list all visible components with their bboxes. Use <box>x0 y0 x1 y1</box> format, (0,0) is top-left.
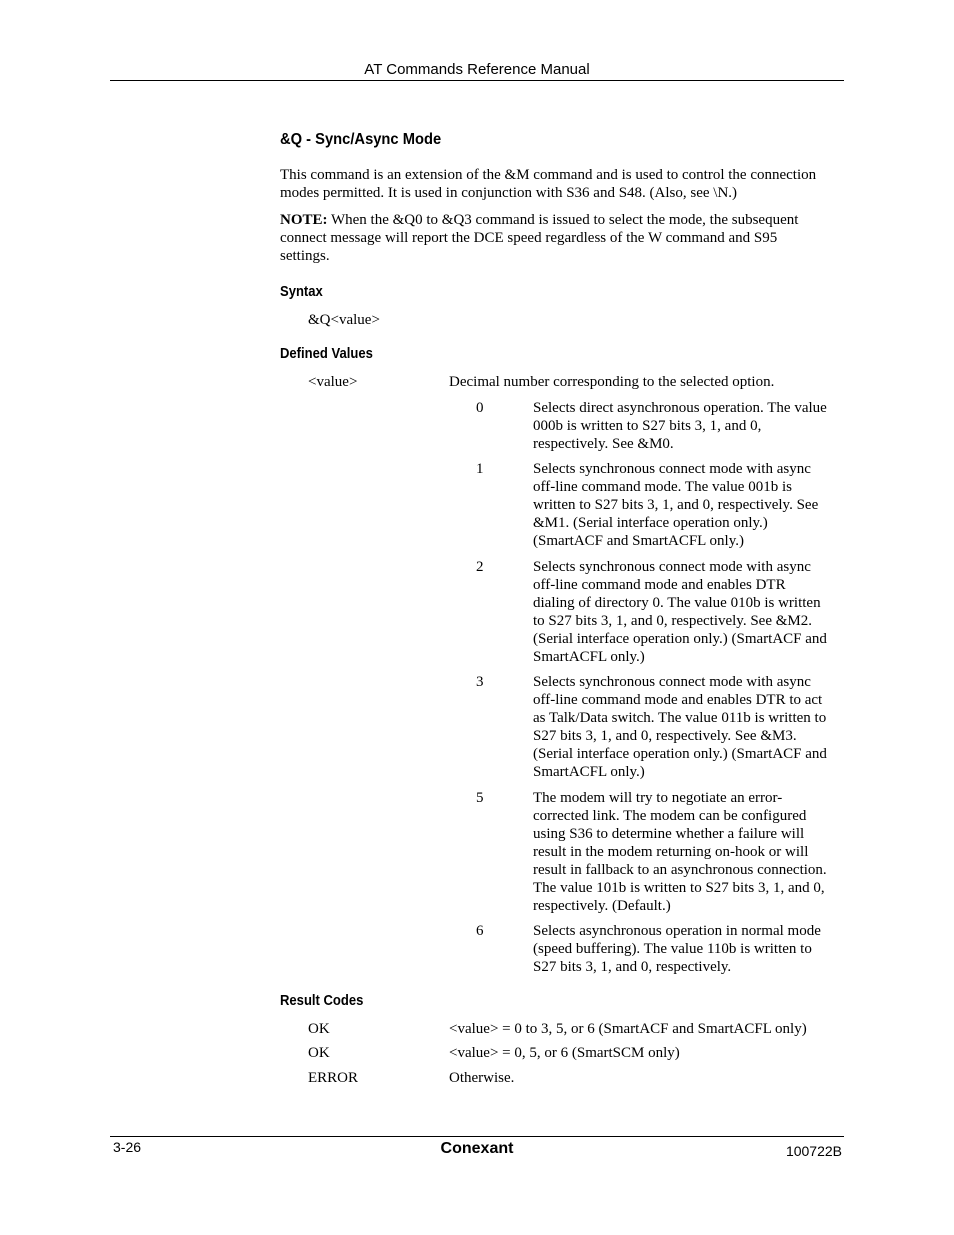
option-line: SmartACFL only.) <box>533 649 645 665</box>
option-line: as Talk/Data switch. The value 011b is written to <box>533 710 827 726</box>
option-number: 5 <box>476 790 484 806</box>
option-line: Selects asynchronous operation in normal mode <box>533 923 821 939</box>
option-number: 3 <box>476 674 484 690</box>
option-line: The value 101b is written to S27 bits 3, 1, and 0, <box>533 880 825 896</box>
param-description: Decimal number corresponding to the selected option. <box>449 374 775 390</box>
option-description <box>533 558 843 666</box>
note-paragraph <box>280 211 842 265</box>
option-description <box>533 673 843 781</box>
option-line: S27 bits 3, 1, and 0, respectively. <box>533 959 732 975</box>
option-number: 2 <box>476 559 484 575</box>
option-line: dialing of directory 0. The value 010b is written <box>533 595 821 611</box>
page-number: 3-26 <box>113 1139 142 1155</box>
syntax-value: &Q<value> <box>308 312 380 328</box>
result-codes-heading: Result Codes <box>280 993 364 1009</box>
option-line: Selects synchronous connect mode with async <box>533 461 811 477</box>
option-line: SmartACFL only.) <box>533 764 645 780</box>
option-line: (Serial interface operation only.) (SmartACF and <box>533 746 827 762</box>
option-line: The modem will try to negotiate an error- <box>533 790 783 806</box>
option-description <box>533 789 843 915</box>
option-line: S27 bits 3, 1, and 0, respectively. See &M3. <box>533 728 797 744</box>
intro-line: modes permitted. It is used in conjunction with S36 and S48. (Also, see \N.) <box>280 185 738 201</box>
intro-paragraph <box>280 166 842 202</box>
syntax-heading: Syntax <box>280 284 323 300</box>
intro-line: This command is an extension of the &M command and is used to control the connection <box>280 167 817 183</box>
option-description <box>533 922 843 976</box>
option-line: off-line command mode. The value 001b is <box>533 479 792 495</box>
section-title: &Q - Sync/Async Mode <box>280 131 442 148</box>
defined-values-heading: Defined Values <box>280 346 373 362</box>
note-text: When the &Q0 to &Q3 command is issued to select the mode, the subsequent <box>327 212 799 228</box>
note-line: connect message will report the DCE speed regardless of the W command and S95 <box>280 230 778 246</box>
result-code-description: <value> = 0 to 3, 5, or 6 (SmartACF and SmartACFL only) <box>449 1021 807 1037</box>
option-line: result in fallback to an asynchronous connection. <box>533 862 827 878</box>
option-line: respectively. See &M0. <box>533 436 674 452</box>
option-line: corrected link. The modem can be configured <box>533 808 807 824</box>
option-line: off-line command mode and enables DTR <box>533 577 786 593</box>
option-number: 1 <box>476 461 484 477</box>
option-line: (Serial interface operation only.) (SmartACF and <box>533 631 827 647</box>
param-name: <value> <box>308 374 358 390</box>
option-number: 6 <box>476 923 484 939</box>
option-line: off-line command mode and enables DTR to act <box>533 692 823 708</box>
note-line <box>280 211 842 229</box>
result-code: ERROR <box>308 1070 359 1086</box>
option-line: respectively. (Default.) <box>533 898 671 914</box>
note-label: NOTE: <box>280 212 328 228</box>
option-line: (speed buffering). The value 110b is written to <box>533 941 812 957</box>
option-line: using S36 to determine whether a failure will <box>533 826 805 842</box>
option-line: Selects direct asynchronous operation. The value <box>533 400 827 416</box>
option-line: written to S27 bits 3, 1, and 0, respectively. See <box>533 497 819 513</box>
option-line: 000b is written to S27 bits 3, 1, and 0, <box>533 418 762 434</box>
option-number: 0 <box>476 400 484 416</box>
option-line: result in the modem returning on-hook or will <box>533 844 809 860</box>
option-line: (SmartACF and SmartACFL only.) <box>533 533 744 549</box>
result-code-description: <value> = 0, 5, or 6 (SmartSCM only) <box>449 1045 680 1061</box>
option-description <box>533 399 843 453</box>
footer-rule <box>110 1136 844 1137</box>
result-code: OK <box>308 1045 330 1061</box>
running-header: AT Commands Reference Manual <box>364 61 590 78</box>
company-name: Conexant <box>440 1140 514 1157</box>
option-description <box>533 460 843 550</box>
option-line: &M1. (Serial interface operation only.) <box>533 515 768 531</box>
result-code: OK <box>308 1021 330 1037</box>
option-line: Selects synchronous connect mode with async <box>533 674 811 690</box>
result-code-description: Otherwise. <box>449 1070 515 1086</box>
document-number: 100722B <box>785 1143 842 1159</box>
header-rule <box>110 80 844 81</box>
option-line: Selects synchronous connect mode with async <box>533 559 811 575</box>
option-line: to S27 bits 3, 1, and 0, respectively. See &M2. <box>533 613 812 629</box>
note-line: settings. <box>280 248 330 264</box>
